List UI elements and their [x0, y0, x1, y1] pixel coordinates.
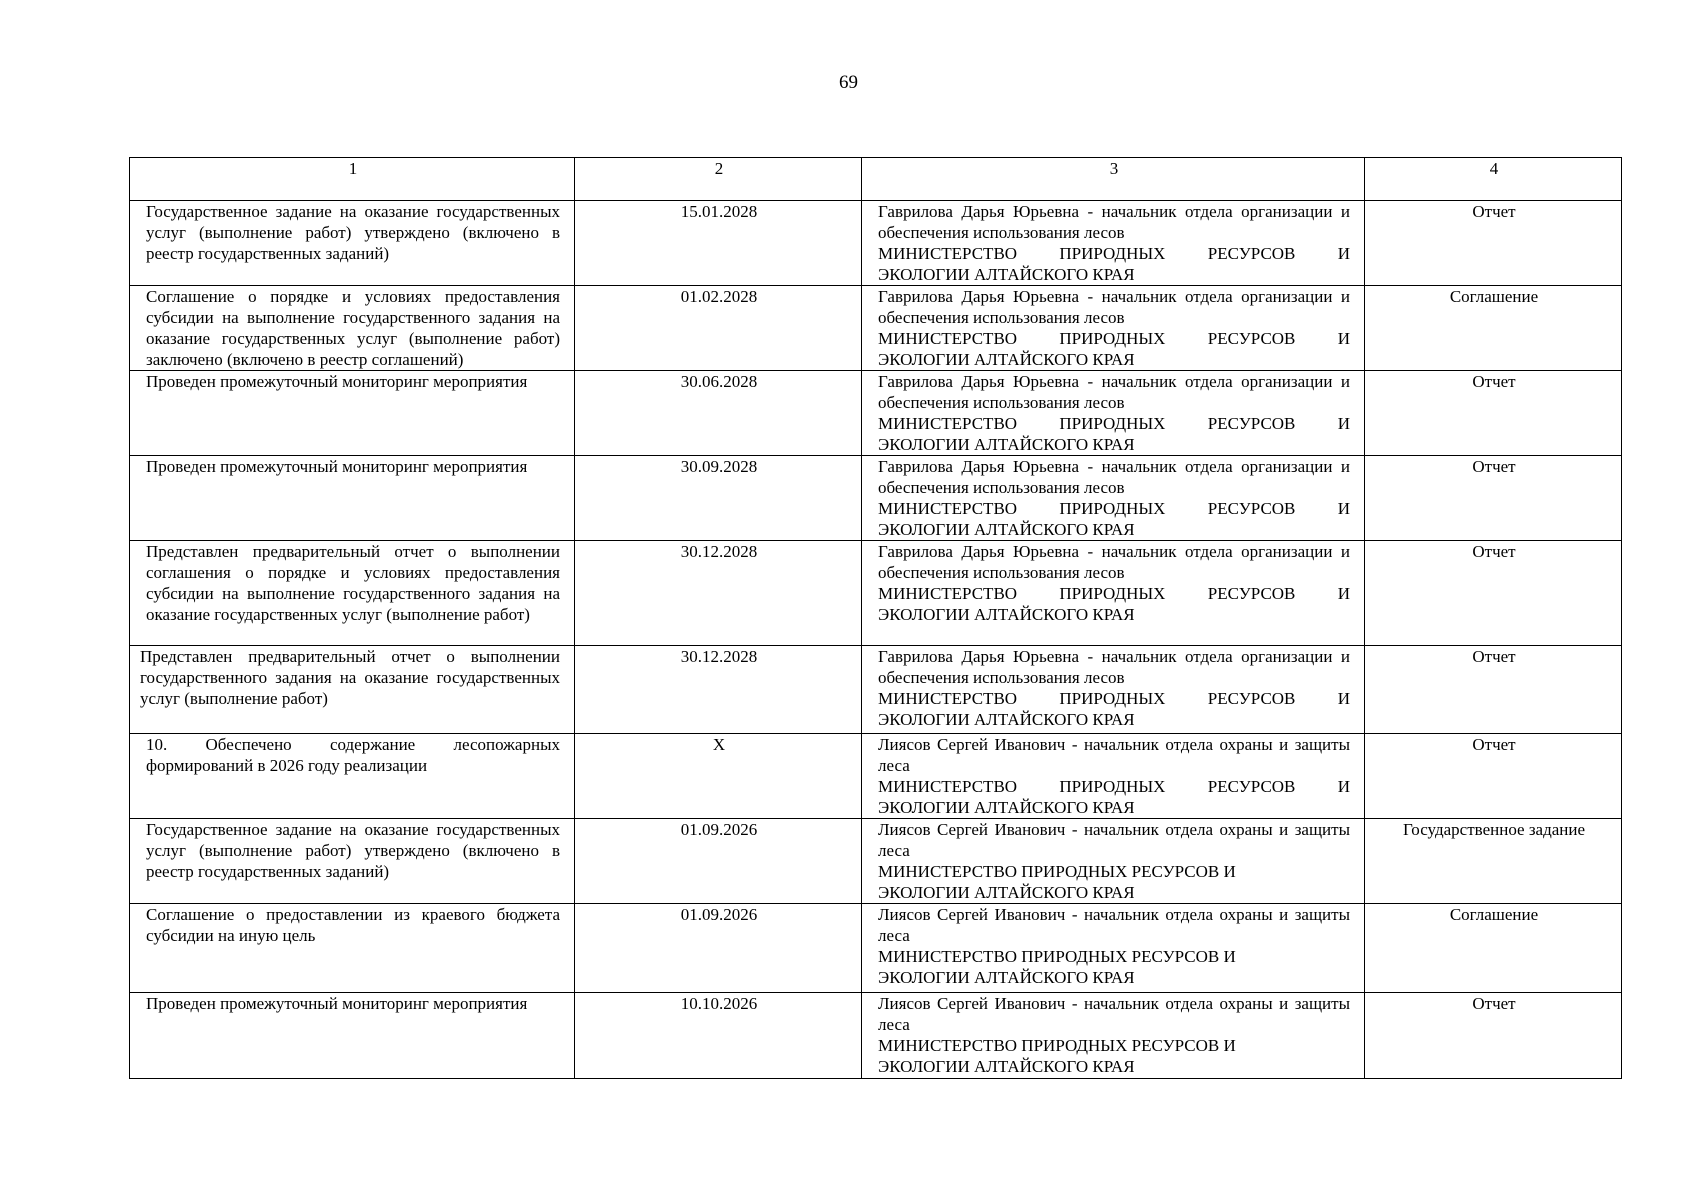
- column-header-4: 4: [1365, 158, 1622, 201]
- responsible-cell: [862, 371, 1365, 456]
- event-description: Соглашение о порядке и условиях предоставления субсидии на выполнение государственного задания на оказание государственных услуг (выполнение работ) заключено (включено в реестр соглашений): [130, 286, 575, 371]
- responsible-cell: [862, 819, 1365, 904]
- event-description: Представлен предварительный отчет о выполнении соглашения о порядке и условиях предоставления субсидии на выполнение государственного задания на оказание государственных услуг (выполнение работ): [130, 541, 575, 646]
- document-type: Отчет: [1365, 541, 1622, 646]
- responsible-person: Лиясов Сергей Иванович - начальник отдела охраны и защиты леса: [878, 905, 1350, 945]
- ministry-name: МИНИСТЕРСТВО ПРИРОДНЫХ РЕСУРСОВ И: [878, 689, 1350, 708]
- deadline-date: 01.09.2026: [575, 819, 862, 904]
- event-description: 10. Обеспечено содержание лесопожарных формирований в 2026 году реализации: [130, 734, 575, 819]
- responsible-cell: [862, 286, 1365, 371]
- event-description: Соглашение о предоставлении из краевого бюджета субсидии на иную цель: [130, 904, 575, 993]
- deadline-date: 15.01.2028: [575, 201, 862, 286]
- responsible-cell: [862, 456, 1365, 541]
- document-type: Отчет: [1365, 201, 1622, 286]
- ministry-name-line2: ЭКОЛОГИИ АЛТАЙСКОГО КРАЯ: [878, 265, 1135, 284]
- table-row: [130, 904, 1622, 993]
- ministry-name: МИНИСТЕРСТВО ПРИРОДНЫХ РЕСУРСОВ И: [878, 584, 1350, 603]
- responsible-cell: [862, 734, 1365, 819]
- ministry-name: МИНИСТЕРСТВО ПРИРОДНЫХ РЕСУРСОВ И: [878, 329, 1350, 348]
- ministry-name-line2: ЭКОЛОГИИ АЛТАЙСКОГО КРАЯ: [878, 1057, 1135, 1076]
- document-type: Государственное задание: [1365, 819, 1622, 904]
- ministry-name-line2: ЭКОЛОГИИ АЛТАЙСКОГО КРАЯ: [878, 883, 1135, 902]
- document-type: Соглашение: [1365, 286, 1622, 371]
- deadline-date: 30.12.2028: [575, 541, 862, 646]
- table-row: [130, 456, 1622, 541]
- event-description: Проведен промежуточный мониторинг мероприятия: [130, 456, 575, 541]
- deadline-date: 30.06.2028: [575, 371, 862, 456]
- ministry-name: МИНИСТЕРСТВО ПРИРОДНЫХ РЕСУРСОВ И: [878, 777, 1350, 796]
- ministry-name-line2: ЭКОЛОГИИ АЛТАЙСКОГО КРАЯ: [878, 520, 1135, 539]
- ministry-name-line2: ЭКОЛОГИИ АЛТАЙСКОГО КРАЯ: [878, 968, 1135, 987]
- deadline-date: X: [575, 734, 862, 819]
- responsible-person: Лиясов Сергей Иванович - начальник отдела охраны и защиты леса: [878, 735, 1350, 775]
- ministry-name: МИНИСТЕРСТВО ПРИРОДНЫХ РЕСУРСОВ И: [878, 244, 1350, 263]
- document-type: Отчет: [1365, 993, 1622, 1079]
- ministry-name-line2: ЭКОЛОГИИ АЛТАЙСКОГО КРАЯ: [878, 605, 1135, 624]
- table-row: [130, 646, 1622, 734]
- column-header-2: 2: [575, 158, 862, 201]
- deadline-date: 01.02.2028: [575, 286, 862, 371]
- table-row: [130, 734, 1622, 819]
- table-row: [130, 286, 1622, 371]
- ministry-name-line2: ЭКОЛОГИИ АЛТАЙСКОГО КРАЯ: [878, 710, 1135, 729]
- deadline-date: 30.12.2028: [575, 646, 862, 734]
- responsible-cell: [862, 904, 1365, 993]
- responsible-cell: [862, 541, 1365, 646]
- ministry-name: МИНИСТЕРСТВО ПРИРОДНЫХ РЕСУРСОВ И: [878, 862, 1236, 881]
- document-type: Отчет: [1365, 371, 1622, 456]
- responsible-cell: [862, 993, 1365, 1079]
- event-description: Государственное задание на оказание государственных услуг (выполнение работ) утверждено (включено в реестр государственных заданий): [130, 819, 575, 904]
- responsible-cell: [862, 201, 1365, 286]
- document-type: Соглашение: [1365, 904, 1622, 993]
- responsible-person: Лиясов Сергей Иванович - начальник отдела охраны и защиты леса: [878, 994, 1350, 1034]
- event-description: Государственное задание на оказание государственных услуг (выполнение работ) утверждено (включено в реестр государственных заданий): [130, 201, 575, 286]
- page-number: 69: [839, 72, 858, 93]
- responsible-person: Гаврилова Дарья Юрьевна - начальник отдела организации и обеспечения использования лесов: [878, 202, 1350, 242]
- responsible-person: Гаврилова Дарья Юрьевна - начальник отдела организации и обеспечения использования лесов: [878, 542, 1350, 582]
- ministry-name-line2: ЭКОЛОГИИ АЛТАЙСКОГО КРАЯ: [878, 435, 1135, 454]
- responsible-person: Гаврилова Дарья Юрьевна - начальник отдела организации и обеспечения использования лесов: [878, 457, 1350, 497]
- column-header-1: 1: [130, 158, 575, 201]
- control-points-table: [129, 157, 1622, 1079]
- ministry-name-line2: ЭКОЛОГИИ АЛТАЙСКОГО КРАЯ: [878, 350, 1135, 369]
- responsible-person: Лиясов Сергей Иванович - начальник отдела охраны и защиты леса: [878, 820, 1350, 860]
- event-description: Проведен промежуточный мониторинг мероприятия: [130, 371, 575, 456]
- responsible-person: Гаврилова Дарья Юрьевна - начальник отдела организации и обеспечения использования лесов: [878, 372, 1350, 412]
- table-row: [130, 819, 1622, 904]
- table-row: [130, 201, 1622, 286]
- responsible-cell: [862, 646, 1365, 734]
- table-row: [130, 541, 1622, 646]
- ministry-name: МИНИСТЕРСТВО ПРИРОДНЫХ РЕСУРСОВ И: [878, 414, 1350, 433]
- event-description: Проведен промежуточный мониторинг мероприятия: [130, 993, 575, 1079]
- ministry-name: МИНИСТЕРСТВО ПРИРОДНЫХ РЕСУРСОВ И: [878, 947, 1236, 966]
- ministry-name-line2: ЭКОЛОГИИ АЛТАЙСКОГО КРАЯ: [878, 798, 1135, 817]
- document-type: Отчет: [1365, 456, 1622, 541]
- deadline-date: 30.09.2028: [575, 456, 862, 541]
- deadline-date: 01.09.2026: [575, 904, 862, 993]
- ministry-name: МИНИСТЕРСТВО ПРИРОДНЫХ РЕСУРСОВ И: [878, 1036, 1236, 1055]
- event-description: Представлен предварительный отчет о выполнении государственного задания на оказание государственных услуг (выполнение работ): [130, 646, 575, 734]
- document-type: Отчет: [1365, 646, 1622, 734]
- table-row: [130, 993, 1622, 1079]
- responsible-person: Гаврилова Дарья Юрьевна - начальник отдела организации и обеспечения использования лесов: [878, 647, 1350, 687]
- column-header-3: 3: [862, 158, 1365, 201]
- responsible-person: Гаврилова Дарья Юрьевна - начальник отдела организации и обеспечения использования лесов: [878, 287, 1350, 327]
- deadline-date: 10.10.2026: [575, 993, 862, 1079]
- document-type: Отчет: [1365, 734, 1622, 819]
- table-header-row: [130, 158, 1622, 201]
- table-row: [130, 371, 1622, 456]
- ministry-name: МИНИСТЕРСТВО ПРИРОДНЫХ РЕСУРСОВ И: [878, 499, 1350, 518]
